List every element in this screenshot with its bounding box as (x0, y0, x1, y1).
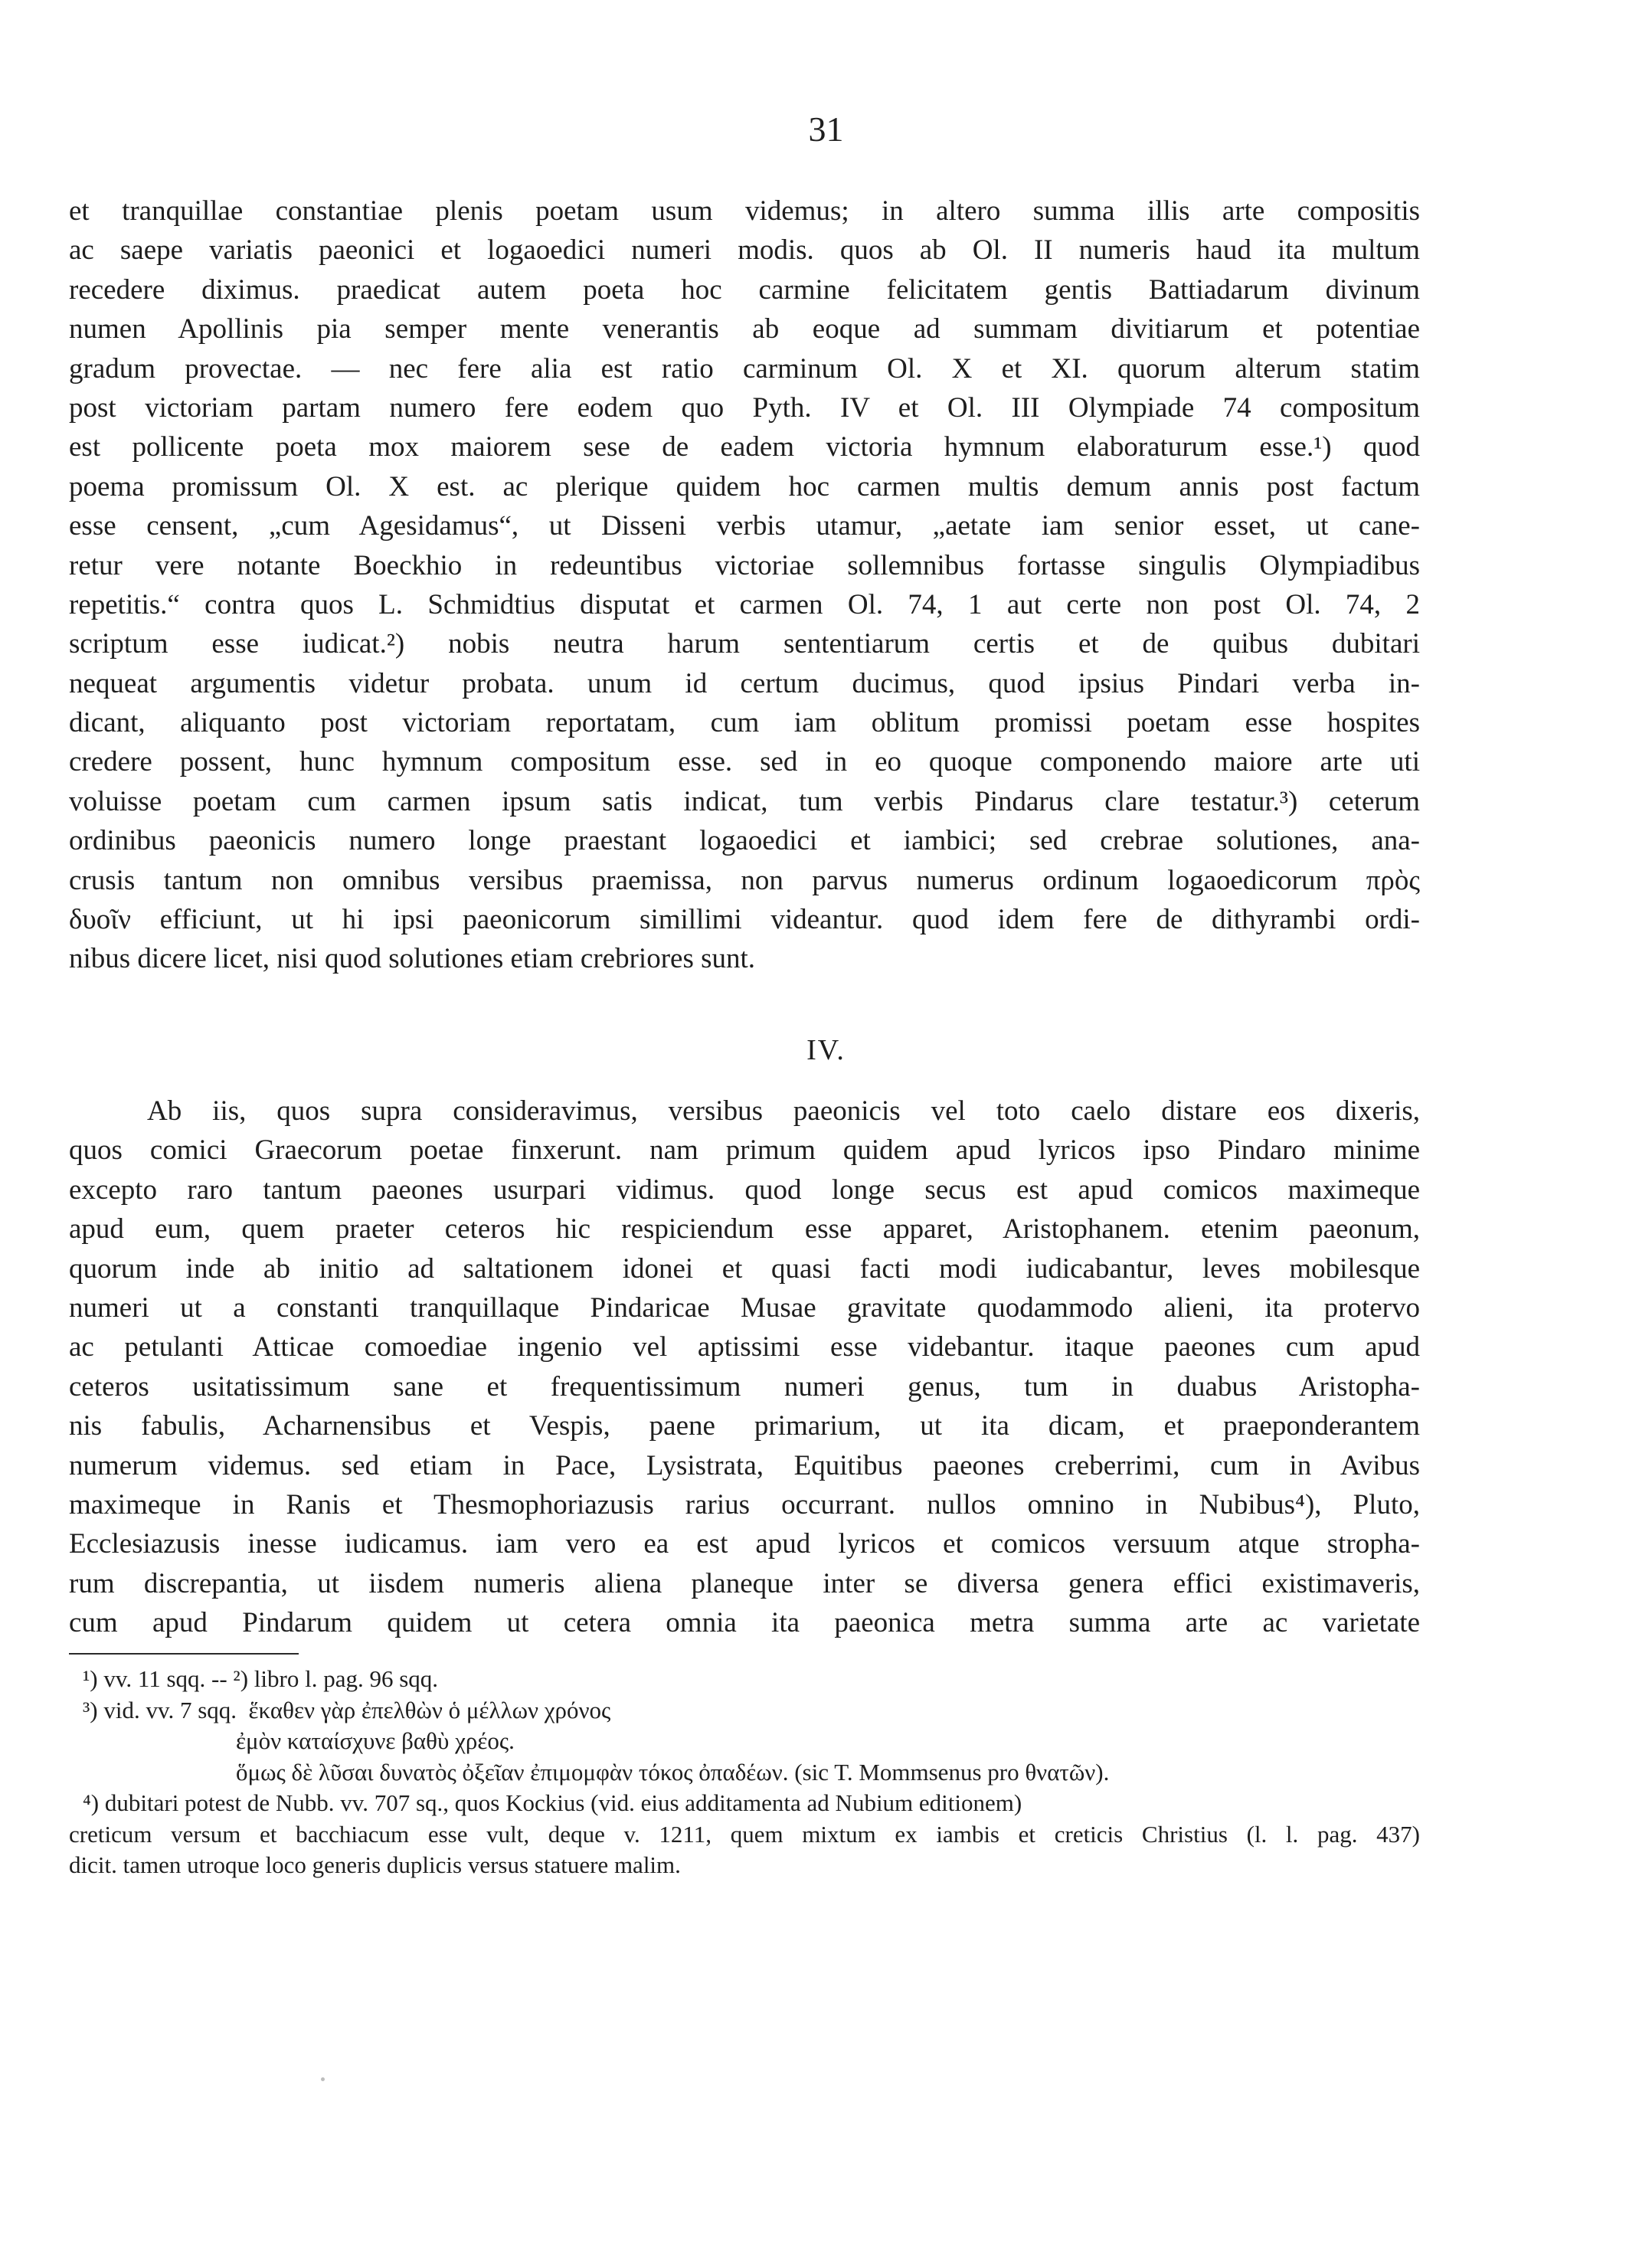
paragraph-2 (69, 1092, 1420, 1642)
text-line: recedere diximus. praedicat autem poeta hoc carmine felicitatem gentis Battiadarum divinum (69, 273, 1420, 306)
text-line: scriptum esse iudicat.²) nobis neutra harum sententiarum certis et de quibus dubitari (69, 628, 1420, 660)
text-line: Ecclesiazusis inesse iudicamus. iam vero ea est apud lyricos et comicos versuum atque stropha- (69, 1528, 1420, 1560)
text-line: numerum videmus. sed etiam in Pace, Lysistrata, Equitibus paeones creberrimi, cum in Avibus (69, 1449, 1420, 1481)
text-line: nibus dicere licet, nisi quod solutiones etiam crebriores sunt. (69, 943, 756, 975)
footnote-4-line: dicit. tamen utroque loco generis duplicis versus statuere malim. (69, 1851, 681, 1878)
text-line: maximeque in Ranis et Thesmophoriazusis rarius occurrant. nullos omnino in Nubibus⁴), Pluto, (69, 1488, 1420, 1520)
paper-speck (321, 2077, 325, 2081)
text-line: Ab iis, quos supra consideravimus, versibus paeonicis vel toto caelo distare eos dixeris, (147, 1095, 1420, 1127)
page-number: 31 (808, 110, 844, 149)
text-line: esse censent, „cum Agesidamus“, ut Disseni verbis utamur, „aetate iam senior esset, ut cane- (69, 510, 1420, 542)
text-line: voluisse poetam cum carmen ipsum satis indicat, tum verbis Pindarus clare testatur.³) ceterum (69, 785, 1420, 817)
text-line: rum discrepantia, ut iisdem numeris aliena planeque inter se diversa genera effici existimaveris, (69, 1567, 1420, 1599)
text-line: poema promissum Ol. X est. ac plerique quidem hoc carmen multis demum annis post factum (69, 470, 1420, 502)
text-line: crusis tantum non omnibus versibus praemissa, non parvus numerus ordinum logaoedicorum πρὸς (69, 864, 1420, 896)
text-line: quos comici Graecorum poetae finxerunt. nam primum quidem apud lyricos ipso Pindaro minime (69, 1134, 1420, 1167)
footnote-3-greek-line-1: ἕκαθεν γὰρ ἐπελθὼν ὁ μέλλων χρόνος (248, 1696, 611, 1723)
text-line: apud eum, quem praeter ceteros hic respiciendum esse apparet, Aristophanem. etenim paeonum, (69, 1213, 1420, 1245)
section-heading: IV. (806, 1034, 846, 1066)
footnote-rule (69, 1653, 299, 1655)
text-line: est pollicente poeta mox maiorem sese de eadem victoria hymnum elaboraturum esse.¹) quod (69, 431, 1420, 463)
text-line: ordinibus paeonicis numero longe praestant logaoedici et iambici; sed crebrae solutiones, ana- (69, 825, 1420, 857)
text-line: ac saepe variatis paeonici et logaoedici numeri modis. quos ab Ol. II numeris haud ita multum (69, 234, 1420, 267)
text-line: numen Apollinis pia semper mente venerantis ab eoque ad summam divitiarum et potentiae (69, 313, 1420, 345)
text-line: retur vere notante Boeckhio in redeuntibus victoriae sollemnibus fortasse singulis Olympiadibus (69, 549, 1420, 581)
footnote-1-2: ¹) vv. 11 sqq. -- ²) libro l. pag. 96 sqq. (83, 1665, 439, 1692)
footnote-3-intro: ³) vid. vv. 7 sqq. (83, 1696, 237, 1723)
text-line: nis fabulis, Acharnensibus et Vespis, paene primarium, ut ita dicam, et praeponderantem (69, 1410, 1420, 1442)
text-line: cum apud Pindarum quidem ut cetera omnia ita paeonica metra summa arte ac varietate (69, 1607, 1420, 1639)
text-line: repetitis.“ contra quos L. Schmidtius disputat et carmen Ol. 74, 1 aut certe non post Ol. 74, 2 (69, 588, 1420, 620)
text-line: numeri ut a constanti tranquillaque Pindaricae Musae gravitate quodammodo alieni, ita protervo (69, 1291, 1420, 1324)
text-line: δυοῖν efficiunt, ut hi ipsi paeonicorum simillimi videantur. quod idem fere de dithyrambi ordi- (69, 904, 1420, 936)
text-line: nequeat argumentis videtur probata. unum id certum ducimus, quod ipsius Pindari verba in- (69, 667, 1420, 699)
footnotes (69, 1664, 1420, 1881)
text-line: gradum provectae. — nec fere alia est ratio carminum Ol. X et XI. quorum alterum statim (69, 352, 1420, 385)
footnote-4-line: ⁴) dubitari potest de Nubb. vv. 707 sq., quos Kockius (vid. eius additamenta ad Nubium editionem) (83, 1789, 1022, 1816)
text-line: et tranquillae constantiae plenis poetam usum videmus; in altero summa illis arte compositis (69, 195, 1420, 227)
text-line: post victoriam partam numero fere eodem quo Pyth. IV et Ol. III Olympiade 74 compositum (69, 391, 1420, 424)
text-line: quorum inde ab initio ad saltationem idonei et quasi facti modi iudicabantur, leves mobilesque (69, 1252, 1420, 1285)
footnote-3-greek-line-2: ἐμὸν καταίσχυνε βαθὺ χρέος. (236, 1727, 515, 1754)
text-line: ceteros usitatissimum sane et frequentissimum numeri genus, tum in duabus Aristopha- (69, 1370, 1420, 1403)
footnote-3-greek-line-3: ὅμως δὲ λῦσαι δυνατὸς ὀξεῖαν ἐπιμομφὰν τόκος ὀπαδέων. (sic T. Mommsenus pro θνατῶν). (236, 1758, 1110, 1786)
footnote-4-line: creticum versum et bacchiacum esse vult, deque v. 1211, quem mixtum ex iambis et creticis Christius (l. l. pag. 437) (69, 1820, 1420, 1848)
paragraph-1 (69, 191, 1420, 979)
text-line: excepto raro tantum paeones usurpari vidimus. quod longe secus est apud comicos maximeque (69, 1173, 1420, 1206)
text-line: credere possent, hunc hymnum compositum esse. sed in eo quoque componendo maiore arte uti (69, 746, 1420, 778)
text-line: dicant, aliquanto post victoriam reportatam, cum iam oblitum promissi poetam esse hospites (69, 707, 1420, 739)
footnote-3 (69, 1695, 1420, 1727)
text-line: ac petulanti Atticae comoediae ingenio vel aptissimi esse videbantur. itaque paeones cum apud (69, 1331, 1420, 1363)
